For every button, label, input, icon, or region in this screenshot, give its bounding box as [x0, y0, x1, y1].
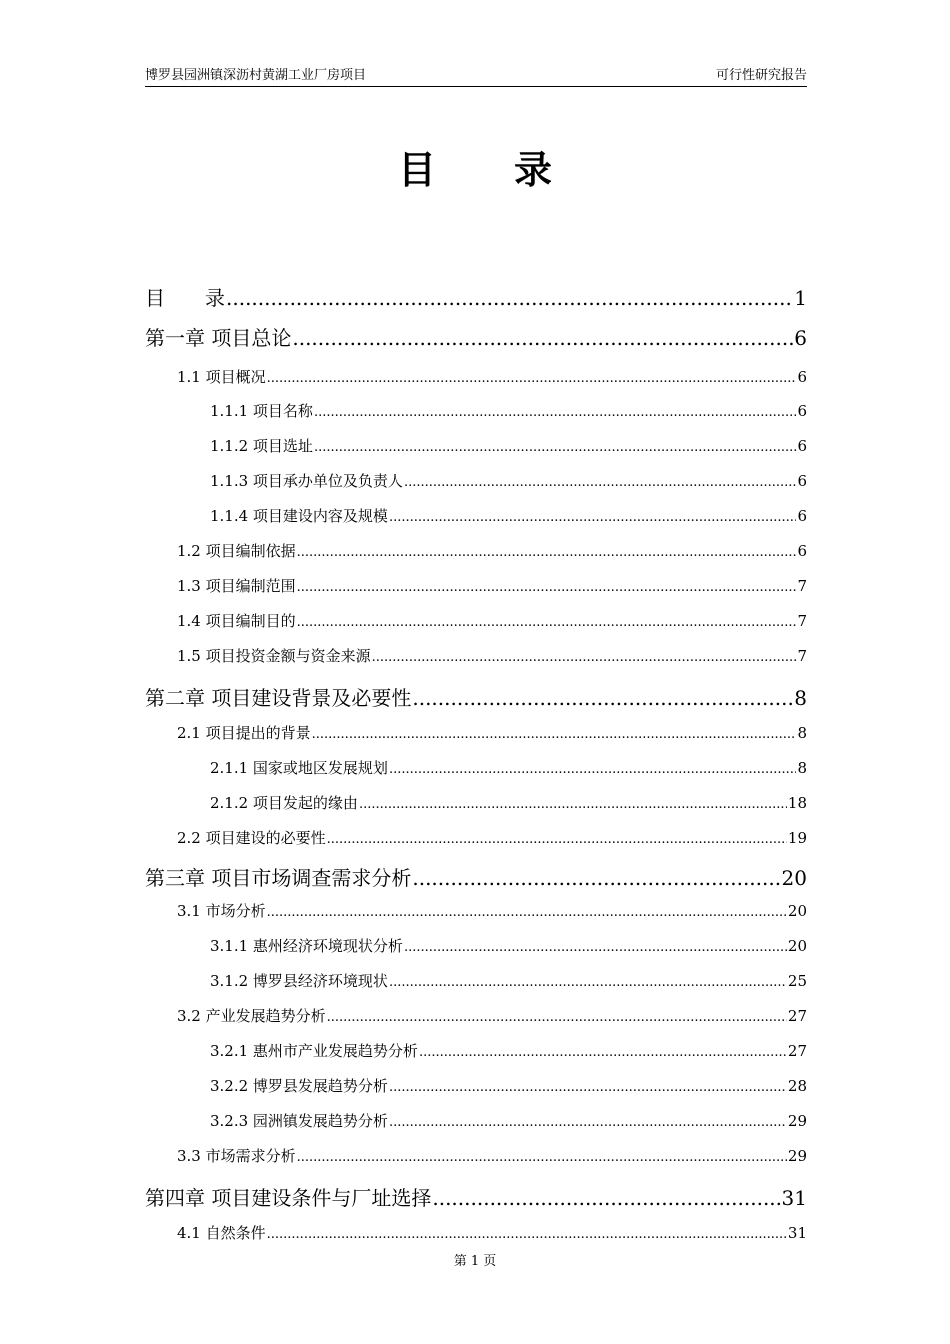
toc-entry[interactable]: [177, 575, 807, 596]
toc-entry-page: 6: [797, 368, 807, 386]
toc-entry-page: 25: [787, 972, 807, 990]
toc-entry[interactable]: [210, 470, 807, 491]
toc-leader-dots: [389, 975, 787, 990]
toc-entry-text: 第一章 项目总论: [145, 326, 292, 350]
toc-entry[interactable]: [210, 435, 807, 456]
toc-leader-dots: [404, 475, 797, 490]
toc-entry[interactable]: [177, 1222, 807, 1243]
toc-entry-text: 第三章 项目市场调查需求分析: [145, 866, 412, 890]
toc-entry-text: 1.1 项目概况: [177, 368, 266, 386]
toc-entry-page: 18: [787, 794, 807, 812]
toc-leader-dots: [327, 832, 787, 847]
toc-entry[interactable]: [210, 757, 807, 778]
toc-entry[interactable]: [177, 900, 807, 921]
toc-leader-dots: [226, 286, 793, 310]
toc-entry[interactable]: [210, 970, 807, 991]
toc-entry[interactable]: [210, 1075, 807, 1096]
toc-entry-text: 1.5 项目投资金额与资金来源: [177, 647, 371, 665]
toc-leader-dots: [314, 440, 797, 455]
toc-leader-dots: [404, 940, 787, 955]
header-project-name: 博罗县园洲镇深沥村黄湖工业厂房项目: [145, 68, 367, 83]
toc-entry-page: 8: [797, 759, 807, 777]
toc-leader-dots: [297, 1150, 787, 1165]
toc-entry[interactable]: [177, 1145, 807, 1166]
toc-leader-dots: [312, 727, 797, 742]
toc-entry[interactable]: [210, 935, 807, 956]
toc-entry-text: 2.1 项目提出的背景: [177, 724, 311, 742]
toc-entry[interactable]: [210, 1110, 807, 1131]
toc-entry-text: 1.1.2 项目选址: [210, 437, 313, 455]
toc-leader-dots: [389, 1115, 787, 1130]
toc-entry-page: 27: [787, 1042, 807, 1060]
toc-entry-text: 3.3 市场需求分析: [177, 1147, 296, 1165]
toc-entry[interactable]: [177, 610, 807, 631]
toc-entry-text: 1.2 项目编制依据: [177, 542, 296, 560]
toc-leader-dots: [432, 1186, 780, 1210]
toc-entry-page: 7: [797, 577, 807, 595]
toc-entry-page: 20: [787, 937, 807, 955]
toc-entry-text: 1.1.1 项目名称: [210, 402, 313, 420]
toc-entry-text: 3.2.2 博罗县发展趋势分析: [210, 1077, 388, 1095]
toc-entry-page: 29: [787, 1147, 807, 1165]
toc-entry-text: 3.1 市场分析: [177, 902, 266, 920]
toc-leader-dots: [389, 762, 797, 777]
toc-entry[interactable]: [210, 1040, 807, 1061]
toc-entry-page: 6: [797, 542, 807, 560]
toc-entry-text: 2.1.2 项目发起的缘由: [210, 794, 358, 812]
toc-leader-dots: [267, 371, 797, 386]
toc-entry-page: 27: [787, 1007, 807, 1025]
toc-entry-text: 2.1.1 国家或地区发展规划: [210, 759, 388, 777]
toc-entry[interactable]: [210, 792, 807, 813]
toc-entry-text: 第四章 项目建设条件与厂址选择: [145, 1186, 432, 1210]
page-header: [145, 66, 807, 87]
toc-leader-dots: [267, 905, 787, 920]
toc-entry-text: 3.1.2 博罗县经济环境现状: [210, 972, 388, 990]
toc-entry[interactable]: [145, 682, 807, 711]
toc-entry[interactable]: [177, 1005, 807, 1026]
toc-leader-dots: [412, 686, 793, 710]
toc-entry-page: 28: [787, 1077, 807, 1095]
toc-leader-dots: [297, 545, 797, 560]
toc-title: [0, 140, 950, 200]
toc-entry-text: 2.2 项目建设的必要性: [177, 829, 326, 847]
toc-title-char-1: 目: [397, 148, 436, 192]
toc-entry-page: 6: [797, 437, 807, 455]
toc-leader-dots: [314, 405, 797, 420]
toc-entry-text: 1.1.4 项目建设内容及规模: [210, 507, 388, 525]
toc-entry[interactable]: [177, 540, 807, 561]
toc-entry-page: 1: [794, 286, 807, 310]
toc-leader-dots: [327, 1010, 787, 1025]
toc-entry[interactable]: [177, 645, 807, 666]
toc-entry-page: 7: [797, 612, 807, 630]
toc-entry[interactable]: [145, 1182, 807, 1211]
toc-entry-page: 8: [797, 724, 807, 742]
toc-leader-dots: [297, 615, 797, 630]
toc-entry-page: 31: [781, 1186, 807, 1210]
toc-entry-page: 20: [781, 866, 807, 890]
toc-entry-page: 29: [787, 1112, 807, 1130]
toc-leader-dots: [267, 1227, 787, 1242]
toc-entry-text: 3.1.1 惠州经济环境现状分析: [210, 937, 403, 955]
toc-leader-dots: [389, 1080, 787, 1095]
page-footer: 第 1 页: [453, 1254, 497, 1269]
toc-entry[interactable]: [145, 862, 807, 891]
toc-leader-dots: [419, 1045, 787, 1060]
toc-entry[interactable]: [210, 505, 807, 526]
toc-entry-page: 19: [787, 829, 807, 847]
header-report-type: 可行性研究报告: [715, 68, 807, 83]
toc-entry-text: 1.3 项目编制范围: [177, 577, 296, 595]
toc-entry[interactable]: [145, 282, 807, 311]
toc-entry-page: 7: [797, 647, 807, 665]
toc-leader-dots: [412, 866, 780, 890]
toc-entry-page: 8: [794, 686, 807, 710]
toc-entry-page: 31: [787, 1224, 807, 1242]
toc-entry-text: 4.1 自然条件: [177, 1224, 266, 1242]
toc-entry-page: 6: [797, 472, 807, 490]
toc-entry-page: 6: [797, 402, 807, 420]
toc-entry-page: 6: [797, 507, 807, 525]
toc-entry-text: 3.2.3 园洲镇发展趋势分析: [210, 1112, 388, 1130]
toc-entry[interactable]: [210, 400, 807, 421]
toc-entry-text: 3.2 产业发展趋势分析: [177, 1007, 326, 1025]
toc-entry[interactable]: [145, 322, 807, 351]
toc-entry-page: 20: [787, 902, 807, 920]
toc-leader-dots: [359, 797, 787, 812]
toc-entry[interactable]: [177, 366, 807, 387]
toc-leader-dots: [292, 326, 793, 350]
toc-entry-text: 1.4 项目编制目的: [177, 612, 296, 630]
toc-title-char-2: 录: [514, 148, 553, 192]
toc-entry-page: 6: [794, 326, 807, 350]
toc-entry-text: 第二章 项目建设背景及必要性: [145, 686, 412, 710]
toc-entry-text: 1.1.3 项目承办单位及负责人: [210, 472, 403, 490]
toc-leader-dots: [372, 650, 797, 665]
toc-entry-text: 3.2.1 惠州市产业发展趋势分析: [210, 1042, 418, 1060]
toc-entry[interactable]: [177, 827, 807, 848]
toc-leader-dots: [297, 580, 797, 595]
toc-entry-text: 目 录: [145, 286, 225, 310]
toc-entry[interactable]: [177, 722, 807, 743]
toc-leader-dots: [389, 510, 797, 525]
